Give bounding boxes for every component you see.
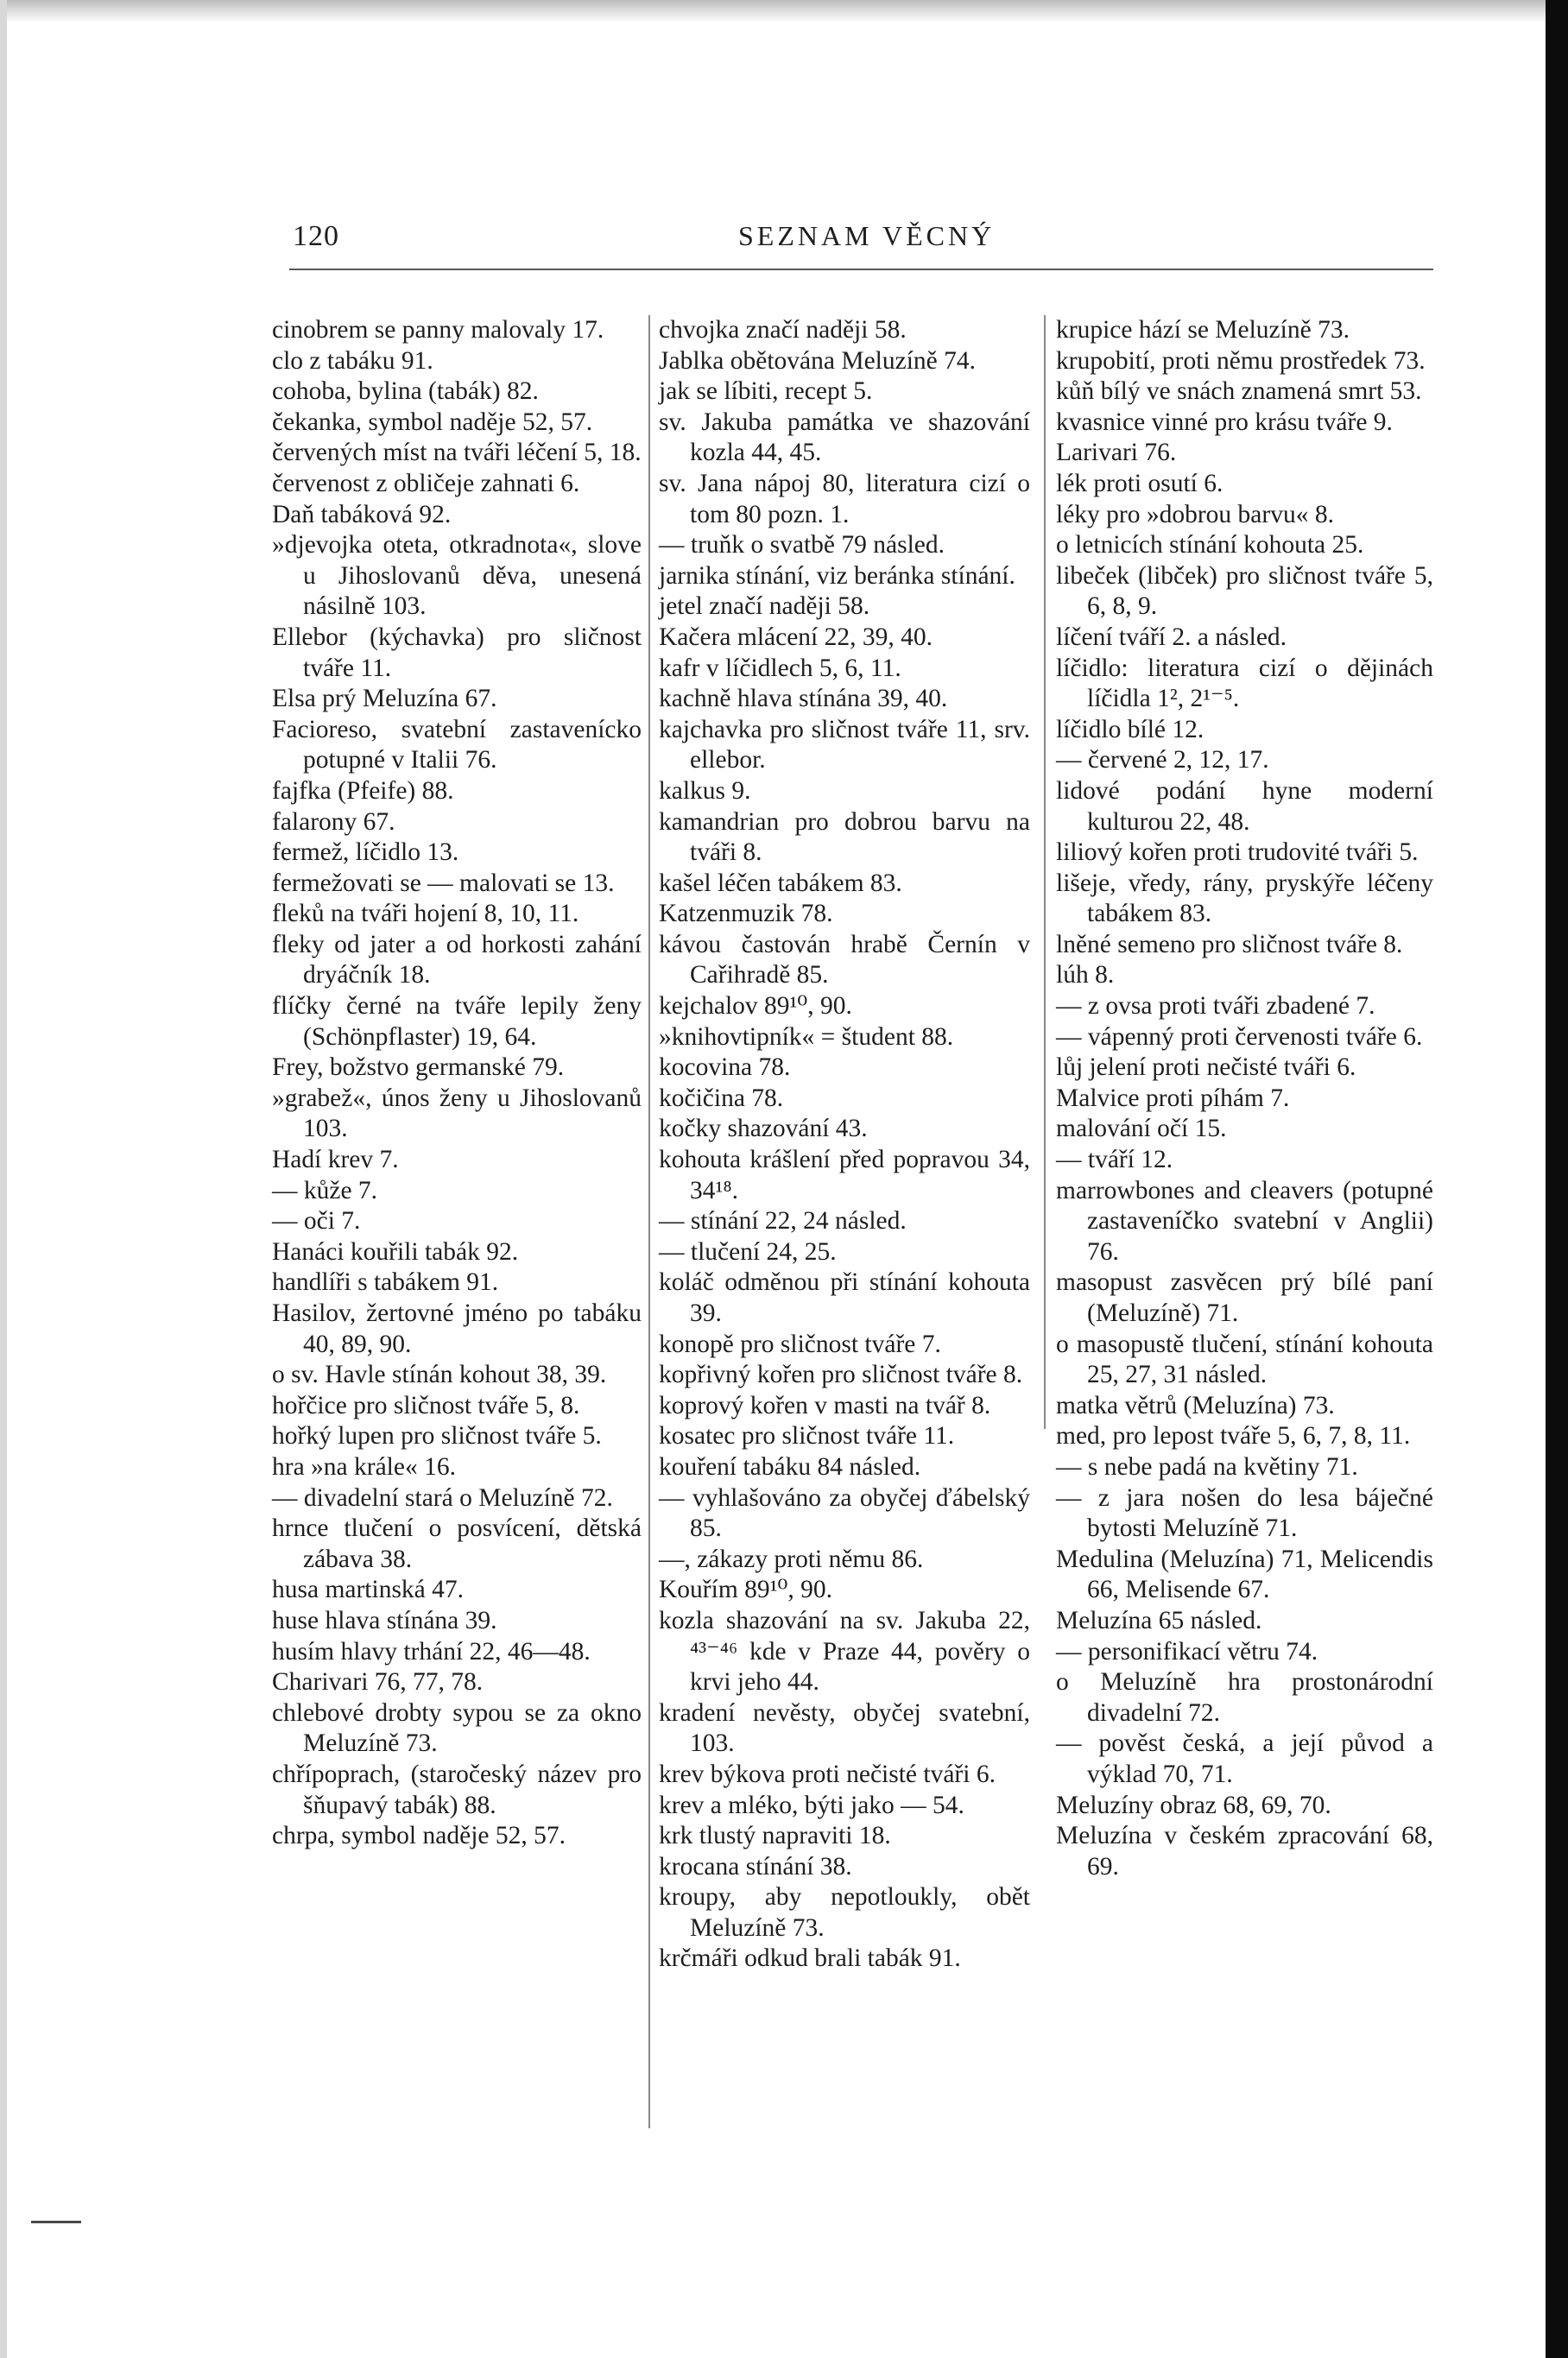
index-entry: Malvice proti píhám 7. xyxy=(1056,1084,1290,1112)
index-entry: Medulina (Meluzína) 71, Melicendis 66, Melisende 67. xyxy=(1056,1545,1433,1604)
index-entry: koláč odměnou při stínání kohouta 39. xyxy=(659,1268,1030,1327)
index-entry: kejchalov 89¹⁰, 90. xyxy=(659,992,852,1021)
index-entry: chvojka značí naději 58. xyxy=(659,316,907,344)
scan-mark xyxy=(31,2221,81,2223)
index-entry: lišeje, vředy, rány, pryskýře léčeny tabákem 83. xyxy=(1056,869,1433,928)
index-entry: kradení nevěsty, obyčej svatební, 103. xyxy=(659,1698,1030,1758)
index-entry: — stínání 22, 24 násled. xyxy=(659,1207,907,1236)
scan-edge-left xyxy=(0,0,7,2358)
index-entry: kouření tabáku 84 násled. xyxy=(659,1452,921,1481)
index-column-1 xyxy=(272,315,642,1852)
index-entry: líčidlo: literatura cizí o dějinách líčidla 1², 2¹⁻⁵. xyxy=(1056,654,1433,713)
index-entry: fleky od jater a od horkosti zahání dryáčník 18. xyxy=(272,930,642,989)
index-entry: kafr v líčidlech 5, 6, 11. xyxy=(659,654,901,682)
index-entry: fleků na tváři hojení 8, 10, 11. xyxy=(272,900,579,928)
index-entry: — pověst česká, a její původ a výklad 70, 71. xyxy=(1056,1729,1433,1788)
index-entry: Larivari 76. xyxy=(1056,439,1177,467)
index-entry: Hanáci kouřili tabák 92. xyxy=(272,1237,519,1266)
index-entry: kosatec pro sličnost tváře 11. xyxy=(659,1422,955,1451)
index-entry: lněné semeno pro sličnost tváře 8. xyxy=(1056,930,1403,958)
index-entry: o Meluzíně hra prostonárodní divadelní 72. xyxy=(1056,1668,1433,1727)
index-entry: sv. Jakuba památka ve shazování kozla 44, 45. xyxy=(659,408,1030,467)
index-entry: huse hlava stínána 39. xyxy=(272,1606,497,1634)
index-entry: kohouta krášlení před popravou 34, 34¹⁸. xyxy=(659,1146,1030,1204)
column-divider xyxy=(1044,315,1046,1429)
index-entry: o sv. Havle stínán kohout 38, 39. xyxy=(272,1361,607,1389)
index-entry: čekanka, symbol naděje 52, 57. xyxy=(272,408,593,436)
index-entry: jak se líbiti, recept 5. xyxy=(659,377,873,406)
index-entry: fermežovati se — malovati se 13. xyxy=(272,869,615,897)
index-entry: —, zákazy proti němu 86. xyxy=(659,1545,924,1573)
index-entry: med, pro lepost tváře 5, 6, 7, 8, 11. xyxy=(1056,1422,1411,1451)
index-entry: — oči 7. xyxy=(272,1207,361,1236)
index-entry: cinobrem se panny malovaly 17. xyxy=(272,316,604,344)
index-entry: koprový kořen v masti na tvář 8. xyxy=(659,1391,991,1419)
book-page xyxy=(272,220,1433,1973)
index-entry: lůj jelení proti nečisté tváři 6. xyxy=(1056,1053,1356,1082)
index-entry: léky pro »dobrou barvu« 8. xyxy=(1056,500,1334,528)
index-entry: kočky shazování 43. xyxy=(659,1115,868,1143)
index-entry: kachně hlava stínána 39, 40. xyxy=(659,685,948,713)
index-entry: clo z tabáku 91. xyxy=(272,346,433,375)
index-entry: kávou častován hrabě Černín v Cařihradě 85. xyxy=(659,930,1030,989)
index-entry: Facioreso, svatební zastavenícko potupné v Italii 76. xyxy=(272,715,642,774)
index-entry: kamandrian pro dobrou barvu na tváři 8. xyxy=(659,807,1030,867)
index-entry: husa martinská 47. xyxy=(272,1576,465,1604)
index-entry: malování očí 15. xyxy=(1056,1115,1227,1143)
index-entry: Katzenmuzik 78. xyxy=(659,900,833,928)
index-entry: falarony 67. xyxy=(272,807,395,836)
index-entry: »knihovtipník« = študent 88. xyxy=(659,1022,954,1051)
index-entry: sv. Jana nápoj 80, literatura cizí o tom 80 pozn. 1. xyxy=(659,469,1030,528)
index-entry: »grabež«, únos ženy u Jihoslovanů 103. xyxy=(272,1084,642,1143)
index-entry: — s nebe padá na květiny 71. xyxy=(1056,1452,1358,1481)
index-entry: hra »na krále« 16. xyxy=(272,1452,456,1481)
index-entry: kocovina 78. xyxy=(659,1053,791,1082)
index-entry: masopust zasvěcen prý bílé paní (Meluzíně) 71. xyxy=(1056,1268,1433,1327)
index-entry: lúh 8. xyxy=(1056,961,1115,989)
index-entry: Charivari 76, 77, 78. xyxy=(272,1668,484,1697)
index-entry: Ellebor (kýchavka) pro sličnost tváře 11. xyxy=(272,623,642,682)
index-entry: chřípoprach, (staročeský název pro šňupavý tabák) 88. xyxy=(272,1760,642,1819)
index-entry: hořčice pro sličnost tváře 5, 8. xyxy=(272,1391,580,1419)
index-entry: matka větrů (Meluzína) 73. xyxy=(1056,1391,1335,1419)
page-number: 120 xyxy=(293,220,339,252)
column-divider xyxy=(648,315,650,2128)
index-entry: krupobití, proti němu prostředek 73. xyxy=(1056,346,1426,375)
index-entry: krupice hází se Meluzíně 73. xyxy=(1056,316,1350,344)
index-entry: libeček (libček) pro sličnost tváře 5, 6, 8, 9. xyxy=(1056,561,1433,621)
index-entry: — z jara nošen do lesa báječné bytosti Meluzíně 71. xyxy=(1056,1483,1433,1543)
index-entry: červenost z obličeje zahnati 6. xyxy=(272,469,580,497)
index-entry: jetel značí naději 58. xyxy=(659,592,870,621)
index-entry: kalkus 9. xyxy=(659,776,751,805)
index-entry: Meluzína 65 násled. xyxy=(1056,1606,1262,1634)
index-entry: — tváří 12. xyxy=(1056,1146,1173,1174)
index-column-2 xyxy=(659,315,1030,1975)
index-entry: kopřivný kořen pro sličnost tváře 8. xyxy=(659,1361,1023,1389)
index-entry: Hadí krev 7. xyxy=(272,1146,399,1174)
index-entry: — truňk o svatbě 79 násled. xyxy=(659,531,945,559)
index-entry: červených míst na tváři léčení 5, 18. xyxy=(272,439,642,467)
index-entry: Elsa prý Meluzína 67. xyxy=(272,685,497,713)
index-entry: o masopustě tlučení, stínání kohouta 25, 27, 31 násled. xyxy=(1056,1330,1433,1389)
index-entry: — kůže 7. xyxy=(272,1176,378,1204)
index-column-3 xyxy=(1056,315,1433,1882)
index-entry: kůň bílý ve snách znamená smrt 53. xyxy=(1056,377,1422,406)
index-entry: — červené 2, 12, 17. xyxy=(1056,746,1269,774)
index-entry: chrpa, symbol naděje 52, 57. xyxy=(272,1822,566,1850)
index-entry: flíčky černé na tváře lepily ženy (Schönpflaster) 19, 64. xyxy=(272,992,642,1051)
index-entry: Meluzíny obraz 68, 69, 70. xyxy=(1056,1791,1331,1819)
index-entry: cohoba, bylina (tabák) 82. xyxy=(272,377,539,406)
index-entry: konopě pro sličnost tváře 7. xyxy=(659,1330,941,1358)
index-entry: Daň tabáková 92. xyxy=(272,500,452,528)
index-entry: krev býkova proti nečisté tváři 6. xyxy=(659,1760,996,1788)
index-entry: — vápenný proti červenosti tváře 6. xyxy=(1056,1022,1423,1051)
index-entry: Frey, božstvo germanské 79. xyxy=(272,1053,565,1082)
index-entry: kvasnice vinné pro krásu tváře 9. xyxy=(1056,408,1393,436)
index-entry: fermež, líčidlo 13. xyxy=(272,838,459,867)
index-entry: kašel léčen tabákem 83. xyxy=(659,869,902,897)
index-entry: krčmáři odkud brali tabák 91. xyxy=(659,1944,961,1973)
index-entry: hořký lupen pro sličnost tváře 5. xyxy=(272,1422,602,1451)
index-entry: Meluzína v českém zpracování 68, 69. xyxy=(1056,1822,1433,1881)
index-entry: krk tlustý napraviti 18. xyxy=(659,1822,891,1850)
index-entry: kozla shazování na sv. Jakuba 22, ⁴³⁻⁴⁶ kde v Praze 44, pověry o krvi jeho 44. xyxy=(659,1606,1030,1697)
index-entry: líčidlo bílé 12. xyxy=(1056,715,1204,743)
index-entry: kajchavka pro sličnost tváře 11, srv. ellebor. xyxy=(659,715,1030,774)
index-entry: — vyhlašováno za obyčej ďábelský 85. xyxy=(659,1483,1030,1543)
index-entry: fajfka (Pfeife) 88. xyxy=(272,776,454,805)
index-entry: Jablka obětována Meluzíně 74. xyxy=(659,346,976,375)
index-entry: liliový kořen proti trudovité tváři 5. xyxy=(1056,838,1419,867)
index-entry: krev a mléko, býti jako — 54. xyxy=(659,1791,964,1819)
index-entry: lék proti osutí 6. xyxy=(1056,469,1223,497)
index-entry: Kouřím 89¹⁰, 90. xyxy=(659,1576,832,1604)
index-entry: krocana stínání 38. xyxy=(659,1852,852,1881)
running-head xyxy=(272,220,1433,272)
index-entry: — personifikací větru 74. xyxy=(1056,1637,1318,1666)
scan-edge-right xyxy=(1546,0,1568,2358)
index-entry: — divadelní stará o Meluzíně 72. xyxy=(272,1483,613,1512)
index-entry: husím hlavy trhání 22, 46—48. xyxy=(272,1637,591,1666)
index-entry: Kačera mlácení 22, 39, 40. xyxy=(659,623,933,651)
index-entry: kočičina 78. xyxy=(659,1084,784,1112)
index-entry: — z ovsa proti tváři zbadené 7. xyxy=(1056,992,1375,1021)
index-entry: lidové podání hyne moderní kulturou 22, 48. xyxy=(1056,776,1433,836)
index-entry: Hasilov, žertovné jméno po tabáku 40, 89, 90. xyxy=(272,1299,642,1358)
index-entry: chlebové drobty sypou se za okno Meluzíně 73. xyxy=(272,1698,642,1758)
header-rule xyxy=(289,269,1433,270)
index-entry: líčení tváří 2. a násled. xyxy=(1056,623,1287,651)
index-entry: »djevojka oteta, otkradnota«, slove u Jihoslovanů děva, unesená násilně 103. xyxy=(272,531,642,621)
scan-edge-top xyxy=(7,0,1546,22)
index-entry: o letnicích stínání kohouta 25. xyxy=(1056,531,1364,559)
index-entry: marrowbones and cleavers (potupné zastaveníčko svatební v Anglii) 76. xyxy=(1056,1176,1433,1266)
index-entry: — tlučení 24, 25. xyxy=(659,1237,837,1266)
section-title: SEZNAM VĚCNÝ xyxy=(738,220,996,251)
index-entry: hrnce tlučení o posvícení, dětská zábava 38. xyxy=(272,1514,642,1573)
index-entry: jarnika stínání, viz beránka stínání. xyxy=(659,561,1015,590)
index-entry: kroupy, aby nepotloukly, obět Meluzíně 73. xyxy=(659,1883,1030,1942)
index-entry: handlíři s tabákem 91. xyxy=(272,1268,499,1297)
